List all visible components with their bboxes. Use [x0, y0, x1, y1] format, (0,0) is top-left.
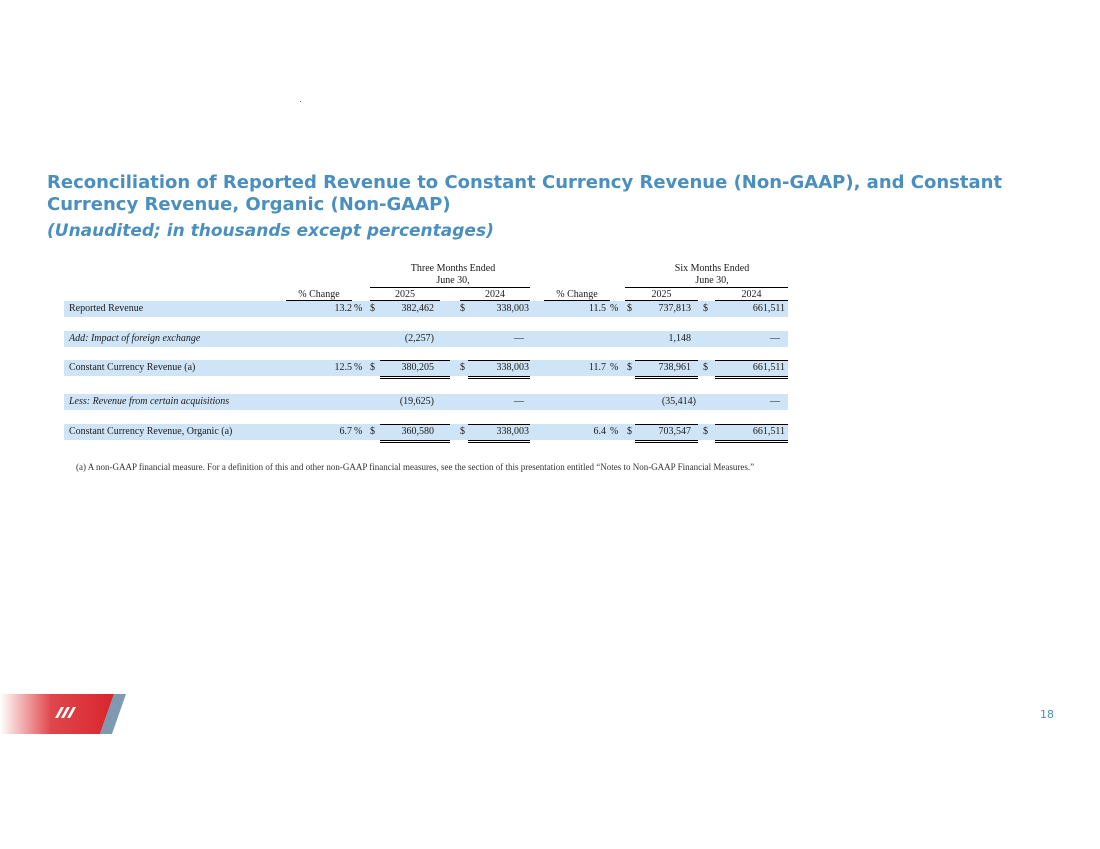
table-row-constant-currency-organic — [64, 424, 788, 440]
dollar-2025-3m: $ — [370, 426, 375, 437]
change-3m: 6.7 — [339, 426, 352, 437]
change-6m: 6.4 — [593, 426, 606, 437]
col-header-2024-3m: 2024 — [485, 289, 505, 300]
table-row-foreign-exchange — [64, 331, 788, 347]
double-rule-2025-3m — [380, 440, 450, 443]
value-2024-6m: 661,511 — [752, 362, 785, 373]
value-2024-3m: — — [514, 333, 524, 344]
dollar-2025-3m: $ — [370, 303, 375, 314]
pct-sign-3m: % — [354, 303, 363, 314]
reconciliation-table — [64, 258, 788, 443]
header-three-months-line1: Three Months Ended — [410, 263, 496, 274]
dollar-2024-3m: $ — [460, 303, 465, 314]
value-2025-6m: 737,813 — [658, 303, 691, 314]
dollar-2024-3m: $ — [460, 362, 465, 373]
top-rule-2025-3m — [380, 360, 450, 361]
page-title: Reconciliation of Reported Revenue to Constant Currency Revenue (Non-GAAP), and Constant Currency Revenue, Organic (Non-GAAP) — [47, 172, 1003, 215]
value-2025-3m: (19,625) — [399, 396, 434, 407]
value-2024-3m: — — [514, 396, 524, 407]
dollar-2024-3m: $ — [460, 426, 465, 437]
value-2024-6m: — — [770, 333, 780, 344]
value-2025-3m: 380,205 — [401, 362, 434, 373]
header-six-months-line2: June 30, — [695, 275, 729, 286]
value-2024-6m: 661,511 — [752, 426, 785, 437]
change-3m: 12.5 — [334, 362, 352, 373]
dollar-2024-6m: $ — [703, 303, 708, 314]
header-six-underline — [625, 287, 788, 288]
header-three-months — [378, 263, 528, 287]
row-label: Add: Impact of foreign exchange — [69, 333, 201, 344]
top-rule-2024-6m — [715, 360, 788, 361]
pct-sign-6m: % — [610, 303, 619, 314]
value-2025-6m: (35,414) — [661, 396, 696, 407]
double-rule-2024-6m — [715, 440, 788, 443]
header-three-underline — [370, 287, 530, 288]
double-rule-2025-3m — [380, 376, 450, 379]
row-label: Less: Revenue from certain acquisitions — [69, 396, 230, 407]
pct-sign-6m: % — [610, 426, 619, 437]
value-2025-3m: 360,580 — [401, 426, 434, 437]
col-header-change-6m: % Change — [556, 289, 598, 300]
pct-sign-3m: % — [354, 426, 363, 437]
brand-logo-icon — [0, 694, 140, 734]
double-rule-2024-3m — [468, 440, 530, 443]
value-2025-6m: 738,961 — [658, 362, 691, 373]
header-six-months-line1: Six Months Ended — [674, 263, 750, 274]
value-2025-6m: 703,547 — [658, 426, 691, 437]
value-2025-6m: 1,148 — [668, 333, 691, 344]
col-header-2025-6m: 2025 — [651, 289, 672, 300]
double-rule-2024-3m — [468, 376, 530, 379]
change-3m: 13.2 — [334, 303, 352, 314]
value-2025-3m: 382,462 — [401, 303, 434, 314]
top-rule-2025-6m — [635, 360, 698, 361]
value-2024-3m: 338,003 — [496, 426, 529, 437]
pct-sign-3m: % — [354, 362, 363, 373]
value-2024-3m: 338,003 — [496, 303, 529, 314]
page-number: 18 — [1040, 708, 1054, 721]
col-header-2025-3m: 2025 — [395, 289, 415, 300]
dollar-2024-6m: $ — [703, 362, 708, 373]
value-2024-3m: 338,003 — [496, 362, 529, 373]
stray-dot — [300, 101, 301, 102]
dollar-2024-6m: $ — [703, 426, 708, 437]
dollar-2025-6m: $ — [627, 426, 632, 437]
table-row-acquisitions — [64, 394, 788, 410]
value-2025-3m: (2,257) — [404, 333, 434, 344]
col-header-2024-6m: 2024 — [741, 289, 762, 300]
top-rule-2024-3m — [468, 360, 530, 361]
footnote: (a) A non-GAAP financial measure. For a definition of this and other non-GAAP financial measures, see the section of this presentation entitled “Notes to Non-GAAP Financial Measures.” — [76, 462, 755, 472]
table-row-reported-revenue — [64, 301, 788, 317]
top-rule-2024-3m — [468, 424, 530, 425]
top-rule-2025-6m — [635, 424, 698, 425]
row-label: Constant Currency Revenue (a) — [69, 362, 196, 373]
dollar-2025-6m: $ — [627, 303, 632, 314]
top-rule-2024-6m — [715, 424, 788, 425]
col-header-change-3m: % Change — [298, 289, 340, 300]
change-6m: 11.7 — [588, 362, 606, 373]
double-rule-2025-6m — [635, 440, 698, 443]
value-2024-6m: — — [770, 396, 780, 407]
pct-sign-6m: % — [610, 362, 619, 373]
dollar-2025-3m: $ — [370, 362, 375, 373]
header-six-months — [637, 263, 787, 287]
top-rule-2025-3m — [380, 424, 450, 425]
double-rule-2025-6m — [635, 376, 698, 379]
change-6m: 11.5 — [588, 303, 606, 314]
row-label: Reported Revenue — [69, 303, 144, 314]
header-three-months-line2: June 30, — [436, 275, 470, 286]
page-subtitle: (Unaudited; in thousands except percentages) — [47, 221, 494, 241]
table-row-constant-currency-revenue — [64, 360, 788, 376]
row-label: Constant Currency Revenue, Organic (a) — [69, 426, 233, 437]
dollar-2025-6m: $ — [627, 362, 632, 373]
value-2024-6m: 661,511 — [752, 303, 785, 314]
double-rule-2024-6m — [715, 376, 788, 379]
